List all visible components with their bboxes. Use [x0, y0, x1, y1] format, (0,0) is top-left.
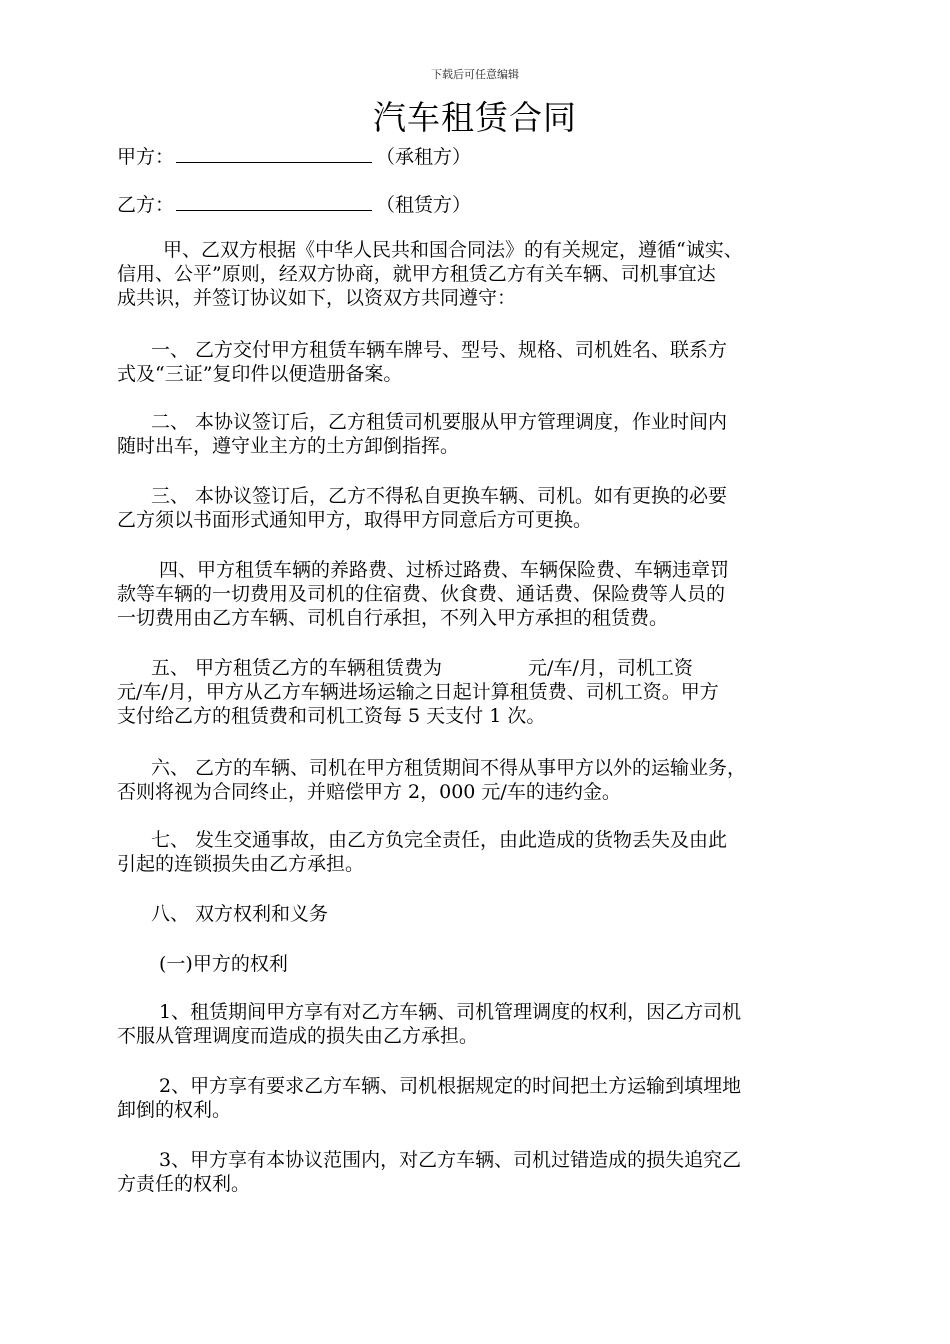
- clause-5-wage-label: 元/车/月，司机工资: [528, 657, 693, 679]
- clause-line: 3、甲方享有本协议范围内，对乙方车辆、司机过错造成的损失追究乙: [159, 1149, 742, 1171]
- clause-line: 随时出车，遵守业主方的土方卸倒指挥。: [117, 435, 460, 457]
- right-3: [117, 1148, 842, 1196]
- party-b-line: [117, 190, 471, 217]
- clause-line: 方责任的权利。: [117, 1173, 251, 1195]
- sub-heading-party-a-rights: [117, 952, 842, 976]
- party-a-role: （承租方）: [376, 146, 472, 168]
- clause-line: 款等车辆的一切费用及司机的住宿费、伙食费、通话费、保险费等人员的: [117, 583, 726, 605]
- party-b-label: 乙方：: [117, 194, 175, 216]
- clause-line: 四、甲方租赁车辆的养路费、过桥过路费、车辆保险费、车辆违章罚: [159, 559, 730, 581]
- clause-line: 七、 发生交通事故，由乙方负完全责任，由此造成的货物丢失及由此: [151, 829, 728, 851]
- clause-5-fee-label: 五、 甲方租赁乙方的车辆租赁费为: [151, 657, 443, 679]
- clause-8: [117, 902, 842, 926]
- clause-line: 支付给乙方的租赁费和司机工资每 5 天支付 1 次。: [117, 705, 546, 727]
- clause-line: 1、租赁期间甲方享有对乙方车辆、司机管理调度的权利，因乙方司机: [159, 1001, 742, 1023]
- clause-6: [117, 756, 842, 804]
- clause-line: 三、 本协议签订后，乙方不得私自更换车辆、司机。如有更换的必要: [151, 485, 728, 507]
- right-1: [117, 1000, 842, 1048]
- clause-line: 二、 本协议签订后，乙方租赁司机要服从甲方管理调度，作业时间内: [151, 411, 728, 433]
- clause-line: 引起的连锁损失由乙方承担。: [117, 853, 365, 875]
- clause-line: 一、 乙方交付甲方租赁车辆车牌号、型号、规格、司机姓名、联系方: [151, 339, 728, 361]
- intro-line: 成共识，并签订协议如下，以资双方共同遵守：: [117, 287, 517, 309]
- party-a-label: 甲方：: [117, 146, 175, 168]
- clause-line: 六、 乙方的车辆、司机在甲方租赁期间不得从事甲方以外的运输业务，: [151, 757, 747, 779]
- intro-line: 甲、乙双方根据《中华人民共和国合同法》的有关规定，遵循“诚实、: [163, 239, 743, 261]
- sub-heading: (一)甲方的权利: [159, 953, 288, 975]
- clause-line: 否则将视为合同终止，并赔偿甲方 2，000 元/车的违约金。: [117, 781, 621, 803]
- party-a-blank: [176, 144, 372, 163]
- party-a-line: [117, 142, 471, 169]
- clause-line: 一切费用由乙方车辆、司机自行承担，不列入甲方承担的租赁费。: [117, 607, 669, 629]
- watermark-text: 下载后可任意编辑: [431, 68, 519, 81]
- clause-5: [117, 656, 842, 728]
- clause-line: 乙方须以书面形式通知甲方，取得甲方同意后方可更换。: [117, 509, 593, 531]
- clause-line: 不服从管理调度而造成的损失由乙方承担。: [117, 1025, 479, 1047]
- clause-2: [117, 410, 842, 458]
- right-2: [117, 1074, 842, 1122]
- party-b-blank: [176, 192, 372, 211]
- clause-line: 式及“三证”复印件以便造册备案。: [117, 363, 403, 385]
- clause-line: [117, 656, 842, 680]
- contract-title: 汽车租赁合同: [373, 98, 577, 137]
- party-b-role: （租赁方）: [376, 194, 472, 216]
- clause-line: 2、甲方享有要求乙方车辆、司机根据规定的时间把土方运输到填埋地: [159, 1075, 742, 1097]
- clause-line: 八、 双方权利和义务: [151, 903, 329, 925]
- clause-1: [117, 338, 842, 386]
- clause-3: [117, 484, 842, 532]
- clause-4: [117, 558, 842, 630]
- clause-line: 卸倒的权利。: [117, 1099, 232, 1121]
- clause-line: 元/车/月，甲方从乙方车辆进场运输之日起计算租赁费、司机工资。甲方: [117, 681, 719, 703]
- intro-line: 信用、公平”原则，经双方协商，就甲方租赁乙方有关车辆、司机事宜达: [117, 263, 716, 285]
- clause-7: [117, 828, 842, 876]
- intro-paragraph: [117, 238, 842, 310]
